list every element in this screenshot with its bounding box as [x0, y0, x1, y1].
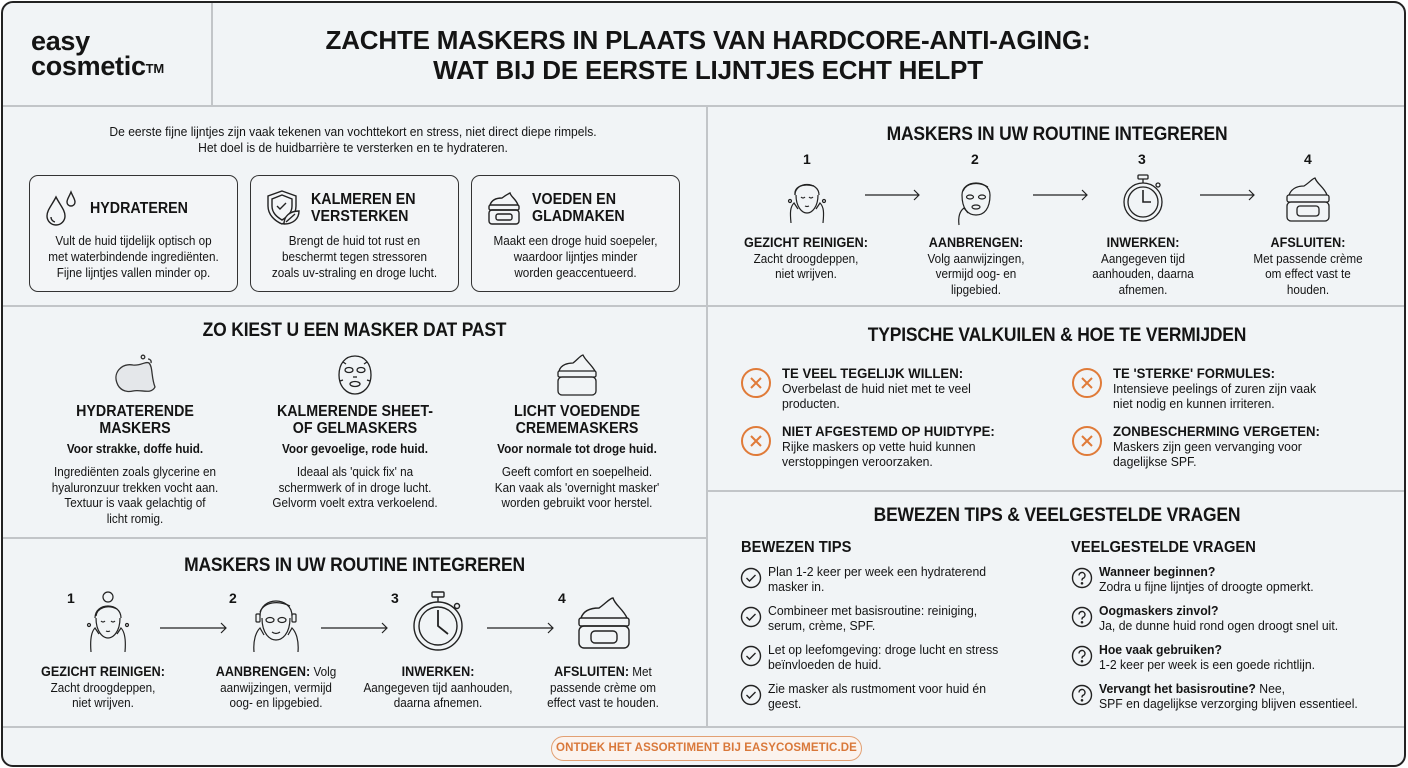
text-line: zoals uv-straling en droge lucht. [271, 265, 438, 280]
gel-swirl-icon [111, 353, 159, 397]
section-title-tips-faq: BEWEZEN TIPS & VEELGESTELDE VRAGEN [873, 505, 1241, 526]
check-circle-icon [740, 684, 762, 706]
cream-jar-icon [1284, 175, 1332, 223]
question-circle-icon [1071, 645, 1093, 667]
step-number: 2 [229, 590, 237, 606]
shield-leaf-icon [265, 189, 301, 227]
faq-item: Vervangt het basisroutine? Nee, SPF en dagelijkse verzorging blijven essentieel. [1071, 681, 1401, 711]
page-title-line2: WAT BIJ DE EERSTE LIJNTJES ECHT HELPT [433, 55, 983, 85]
mask-type-calming [255, 353, 455, 511]
x-circle-icon [740, 367, 772, 399]
mask-subtitle: Voor normale tot droge huid. [497, 441, 657, 456]
pitfall-title: TE 'STERKE' FORMULES: [1113, 365, 1275, 381]
page-title [213, 25, 1203, 85]
check-circle-icon [740, 567, 762, 589]
step-text: INWERKEN: Aangegeven tijd aanhouden, daarna afnemen. [363, 663, 513, 710]
pitfall-item: ZONBESCHERMING VERGETEN: Maskers zijn geen vervanging voor dagelijkse SPF. [1071, 423, 1371, 469]
tip-item: Zie masker als rustmoment voor huid én geest. [740, 681, 1060, 711]
mask-type-hydrating [35, 353, 235, 526]
step-number: 1 [67, 590, 75, 606]
pitfall-title: TE VEEL TEGELIJK WILLEN: [782, 365, 964, 381]
pitfall-item: TE VEEL TEGELIJK WILLEN: Overbelast de huid niet met te veel producten. [740, 365, 1040, 411]
divider [3, 305, 1406, 307]
routine-step-1 [23, 588, 183, 718]
benefit-title: KALMEREN EN VERSTERKEN [311, 191, 416, 225]
divider [3, 726, 1406, 728]
benefit-text [484, 233, 667, 281]
mask-text: Ingrediënten zoals glycerine en hyaluronzuur trekken vocht aan. Textuur is vaak gelachtig of licht romig. [51, 464, 219, 526]
page-title-line1: ZACHTE MASKERS IN PLAATS VAN HARDCORE-ANTI-AGING: [325, 25, 1091, 55]
routine-step-3 [1063, 151, 1223, 301]
mask-subtitle: Voor gevoelige, rode huid. [281, 441, 429, 456]
step-number: 1 [803, 151, 811, 167]
step-number: 3 [1138, 151, 1146, 167]
step-text: AFSLUITEN: Met passende crème om effect vast te houden. [1253, 234, 1363, 297]
pitfall-title: ZONBESCHERMING VERGETEN: [1113, 423, 1320, 439]
x-circle-icon [1071, 367, 1103, 399]
question-circle-icon [1071, 567, 1093, 589]
benefit-card-hydrateren [29, 175, 238, 292]
mask-subtitle: Voor strakke, doffe huid. [66, 441, 204, 456]
faq-answer: Zodra u fijne lijntjes of droogte opmerkt. [1099, 579, 1314, 594]
mask-text: Geeft comfort en soepelheid. Kan vaak als 'overnight masker' worden gebruikt voor herstel. [494, 464, 660, 510]
faq-answer: Ja, de dunne huid rond ogen droogt snel uit. [1099, 618, 1339, 633]
mask-title: HYDRATERENDE MASKERS [76, 403, 194, 437]
divider [3, 537, 706, 539]
mask-title: KALMERENDE SHEET- OF GELMASKERS [276, 403, 434, 437]
brand-name-line1: easy [31, 26, 90, 56]
step-text: INWERKEN: Aangegeven tijd aanhouden, daarna afnemen. [1092, 234, 1194, 297]
step-number: 3 [391, 590, 399, 606]
text-line: Vult de huid tijdelijk optisch op [55, 233, 212, 248]
text-line: Fijne lijntjes vallen minder op. [56, 265, 211, 280]
x-circle-icon [740, 425, 772, 457]
tip-item: Plan 1-2 keer per week een hydraterend masker in. [740, 564, 1060, 594]
faq-question: Hoe vaak gebruiken? [1099, 642, 1222, 657]
faq-question: Oogmaskers zinvol? [1099, 603, 1219, 618]
text-line: Maakt een droge huid soepeler, [493, 233, 658, 248]
faq-item [1071, 564, 1391, 594]
step-text: AANBRENGEN: Volg aanwijzingen, vermijd oog- en lipgebied. [927, 234, 1025, 297]
section-title-routine-bottom: MASKERS IN UW ROUTINE INTEGREREN [184, 555, 525, 576]
faq-answer: 1-2 keer per week is een goede richtlijn. [1099, 657, 1316, 672]
step-text: GEZICHT REINIGEN: Zacht droogdeppen, niet wrijven. [41, 663, 165, 710]
routine-step-1 [726, 151, 886, 301]
face-mask-apply-icon [248, 590, 304, 652]
benefit-card-voeden [471, 175, 680, 292]
brand-logo[interactable] [31, 26, 164, 81]
faq-question: Wanneer beginnen? [1099, 564, 1216, 579]
mask-title: LICHT VOEDENDE CREMEMASKERS [514, 403, 640, 437]
benefit-card-kalmeren [250, 175, 459, 292]
text-line: waardoor lijntjes minder [513, 249, 638, 264]
pitfall-item: NIET AFGESTEMD OP HUIDTYPE: Rijke maskers op vette huid kunnen verstoppingen veroorzaken. [740, 423, 1040, 469]
routine-step-4 [523, 588, 683, 718]
divider [706, 490, 1406, 492]
shop-assortment-link[interactable]: ONTDEK HET ASSORTIMENT BIJ EASYCOSMETIC.DE [551, 736, 862, 761]
intro-line1: De eerste fijne lijntjes zijn vaak tekenen van vochttekort en stress, niet direct diepe rimpels. [109, 124, 597, 139]
face-washing-icon [782, 173, 832, 225]
question-circle-icon [1071, 684, 1093, 706]
faq-heading: VEELGESTELDE VRAGEN [1071, 539, 1256, 556]
section-title-pitfalls: TYPISCHE VALKUILEN & HOE TE VERMIJDEN [867, 325, 1247, 346]
step-text: AFSLUITEN: Met passende crème om effect vast te houden. [547, 663, 659, 710]
sheet-mask-icon [335, 353, 375, 397]
tip-item: Combineer met basisroutine: reiniging, serum, crème, SPF. [740, 603, 1060, 633]
routine-step-3 [358, 588, 518, 718]
check-circle-icon [740, 606, 762, 628]
text-line: beschermt tegen stressoren [281, 249, 428, 264]
face-washing-icon [83, 590, 133, 652]
step-number: 4 [1304, 151, 1312, 167]
benefit-title: VOEDEN EN GLADMAKEN [532, 191, 625, 225]
divider [3, 105, 1406, 107]
faq-question: Vervangt het basisroutine? [1099, 681, 1256, 696]
brand-name-line2: cosmetic [31, 51, 146, 81]
step-text: GEZICHT REINIGEN: Zacht droogdeppen, niet wrijven. [744, 234, 868, 281]
mask-type-nourishing [477, 353, 677, 511]
step-number: 2 [971, 151, 979, 167]
tip-item: Let op leefomgeving: droge lucht en stress beïnvloeden de huid. [740, 642, 1060, 672]
water-drops-icon [44, 189, 80, 227]
check-circle-icon [740, 645, 762, 667]
text-line: met waterbindende ingrediënten. [48, 249, 219, 264]
faq-answer: SPF en dagelijkse verzorging blijven essentieel. [1099, 696, 1358, 711]
benefit-text [263, 233, 446, 281]
trademark: TM [145, 61, 164, 76]
pitfall-title: NIET AFGESTEMD OP HUIDTYPE: [782, 423, 995, 439]
face-mask-apply-icon [954, 173, 998, 225]
infographic-page [1, 1, 1406, 767]
cream-jar-icon [575, 594, 633, 652]
routine-step-2 [896, 151, 1056, 301]
text-line: worden geaccentueerd. [514, 265, 637, 280]
section-title-choose: ZO KIEST U EEN MASKER DAT PAST [202, 320, 507, 341]
step-text: AANBRENGEN: Volg aanwijzingen, vermijd oog- en lipgebied. [215, 663, 337, 710]
benefit-text [42, 233, 225, 281]
text-line: Brengt de huid tot rust en [288, 233, 421, 248]
faq-item [1071, 642, 1391, 672]
step-number: 4 [558, 590, 566, 606]
divider [706, 107, 708, 727]
stopwatch-icon [1120, 173, 1166, 223]
routine-step-2 [196, 588, 356, 718]
stopwatch-icon [410, 590, 466, 652]
x-circle-icon [1071, 425, 1103, 457]
question-circle-icon [1071, 606, 1093, 628]
cream-jar-icon [486, 189, 522, 227]
mask-text: Ideaal als 'quick fix' na schermwerk of in droge lucht. Gelvorm voelt extra verkoelend. [272, 464, 438, 510]
pitfall-item: TE 'STERKE' FORMULES: Intensieve peelings of zuren zijn vaak niet nodig en kunnen irriteren. [1071, 365, 1371, 411]
routine-step-4 [1228, 151, 1388, 301]
intro-line2: Het doel is de huidbarrière te versterken en te hydrateren. [198, 140, 508, 155]
faq-item [1071, 603, 1391, 633]
intro-text [46, 124, 660, 156]
cream-jar-icon [555, 353, 599, 397]
tips-heading: BEWEZEN TIPS [741, 539, 852, 556]
benefit-title: HYDRATEREN [90, 199, 188, 217]
section-title-routine-top: MASKERS IN UW ROUTINE INTEGREREN [886, 124, 1228, 145]
